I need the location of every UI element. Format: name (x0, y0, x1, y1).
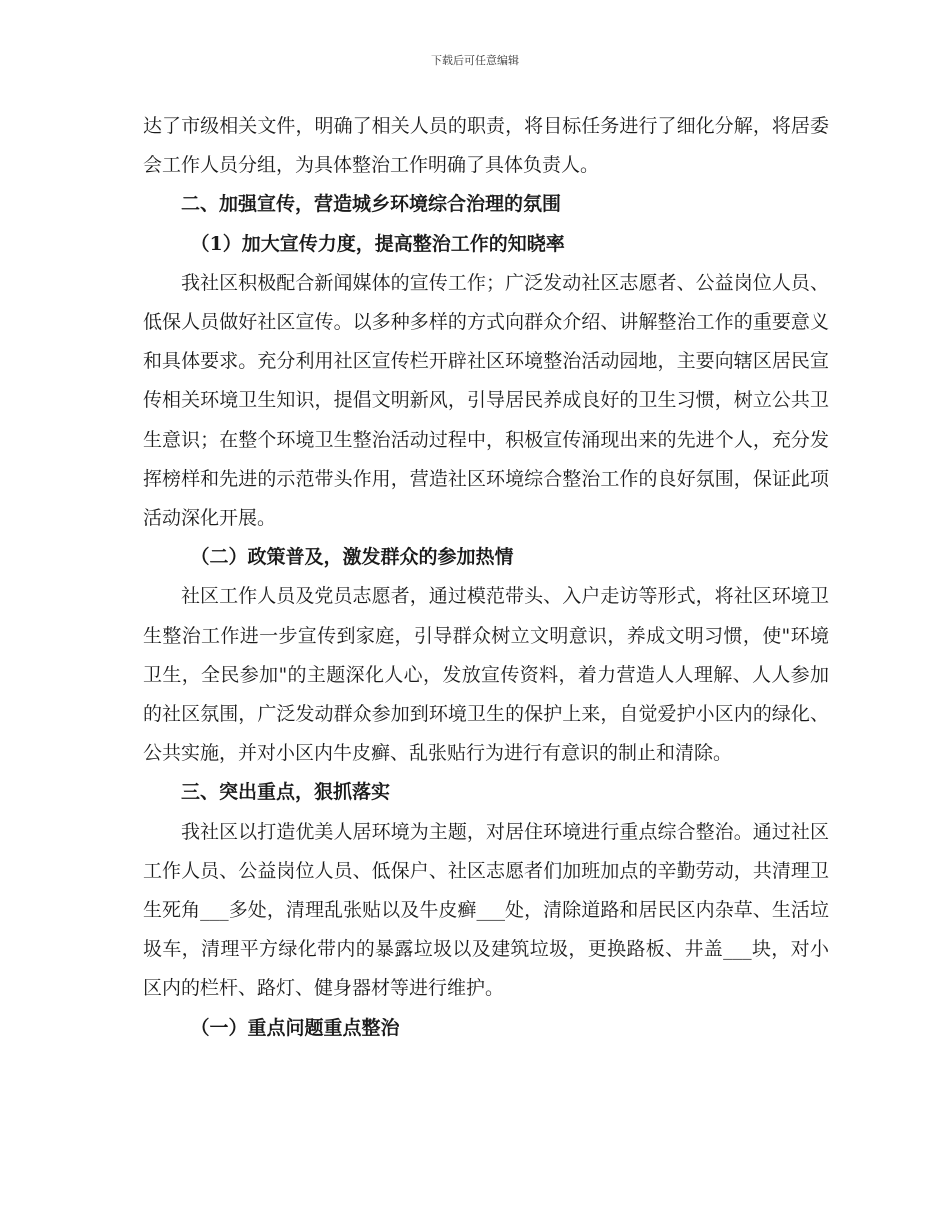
subsection-heading-3-1: （一）重点问题重点整治 (190, 1016, 400, 1039)
section-heading-3: 三、突出重点，狠抓落实 (181, 781, 391, 804)
subsection-heading-2-2: （二）政策普及，激发群众的参加热情 (190, 546, 514, 569)
paragraph-publicity: 我社区积极配合新闻媒体的宣传工作；广泛发动社区志愿者、公益岗位人员、低保人员做好社区宣传。以多种多样的方式向群众介绍、讲解整治工作的重要意义和具体要求。充分利用社区宣传栏开辟社区环境整治活动园地，主要向辖区居民宣传相关环境卫生知识，提倡文明新风，引导居民养成良好的卫生习惯，树立公共卫生意识；在整个环境卫生整治活动过程中，积极宣传涌现出来的先进个人，充分发挥榜样和先进的示范带头作用，营造社区环境综合整治工作的良好氛围，保证此项活动深化开展。 (143, 271, 829, 530)
paragraph-policy: 社区工作人员及党员志愿者，通过模范带头、入户走访等形式，将社区环境卫生整治工作进一步宣传到家庭，引导群众树立文明意识，养成文明习惯，使"环境卫生，全民参加"的主题深化人心，发放宣传资料，着力营造人人理解、人人参加的社区氛围，广泛发动群众参加到环境卫生的保护上来，自觉爱护小区内的绿化、公共实施，并对小区内牛皮癣、乱张贴行为进行有意识的制止和清除。 (143, 585, 829, 765)
paragraph-continued: 达了市级相关文件，明确了相关人员的职责，将目标任务进行了细化分解，将居委会工作人员分组，为具体整治工作明确了具体负责人。 (143, 115, 829, 177)
section-heading-2: 二、加强宣传，营造城乡环境综合治理的氛围 (181, 193, 562, 216)
page-header: 下载后可任意编辑 (431, 54, 519, 67)
paragraph-key-points: 我社区以打造优美人居环境为主题，对居住环境进行重点综合整治。通过社区工作人员、公益岗位人员、低保户、社区志愿者们加班加点的辛勤劳动，共清理卫生死角___多处，清理乱张贴以及牛皮癣___处，清除道路和居民区内杂草、生活垃圾车，清理平方绿化带内的暴露垃圾以及建筑垃圾，更换路板、井盖___块，对小区内的栏杆、路灯、健身器材等进行维护。 (143, 820, 829, 1000)
document-body (143, 107, 829, 1048)
subsection-heading-2-1: （1）加大宣传力度，提高整治工作的知晓率 (190, 232, 565, 255)
